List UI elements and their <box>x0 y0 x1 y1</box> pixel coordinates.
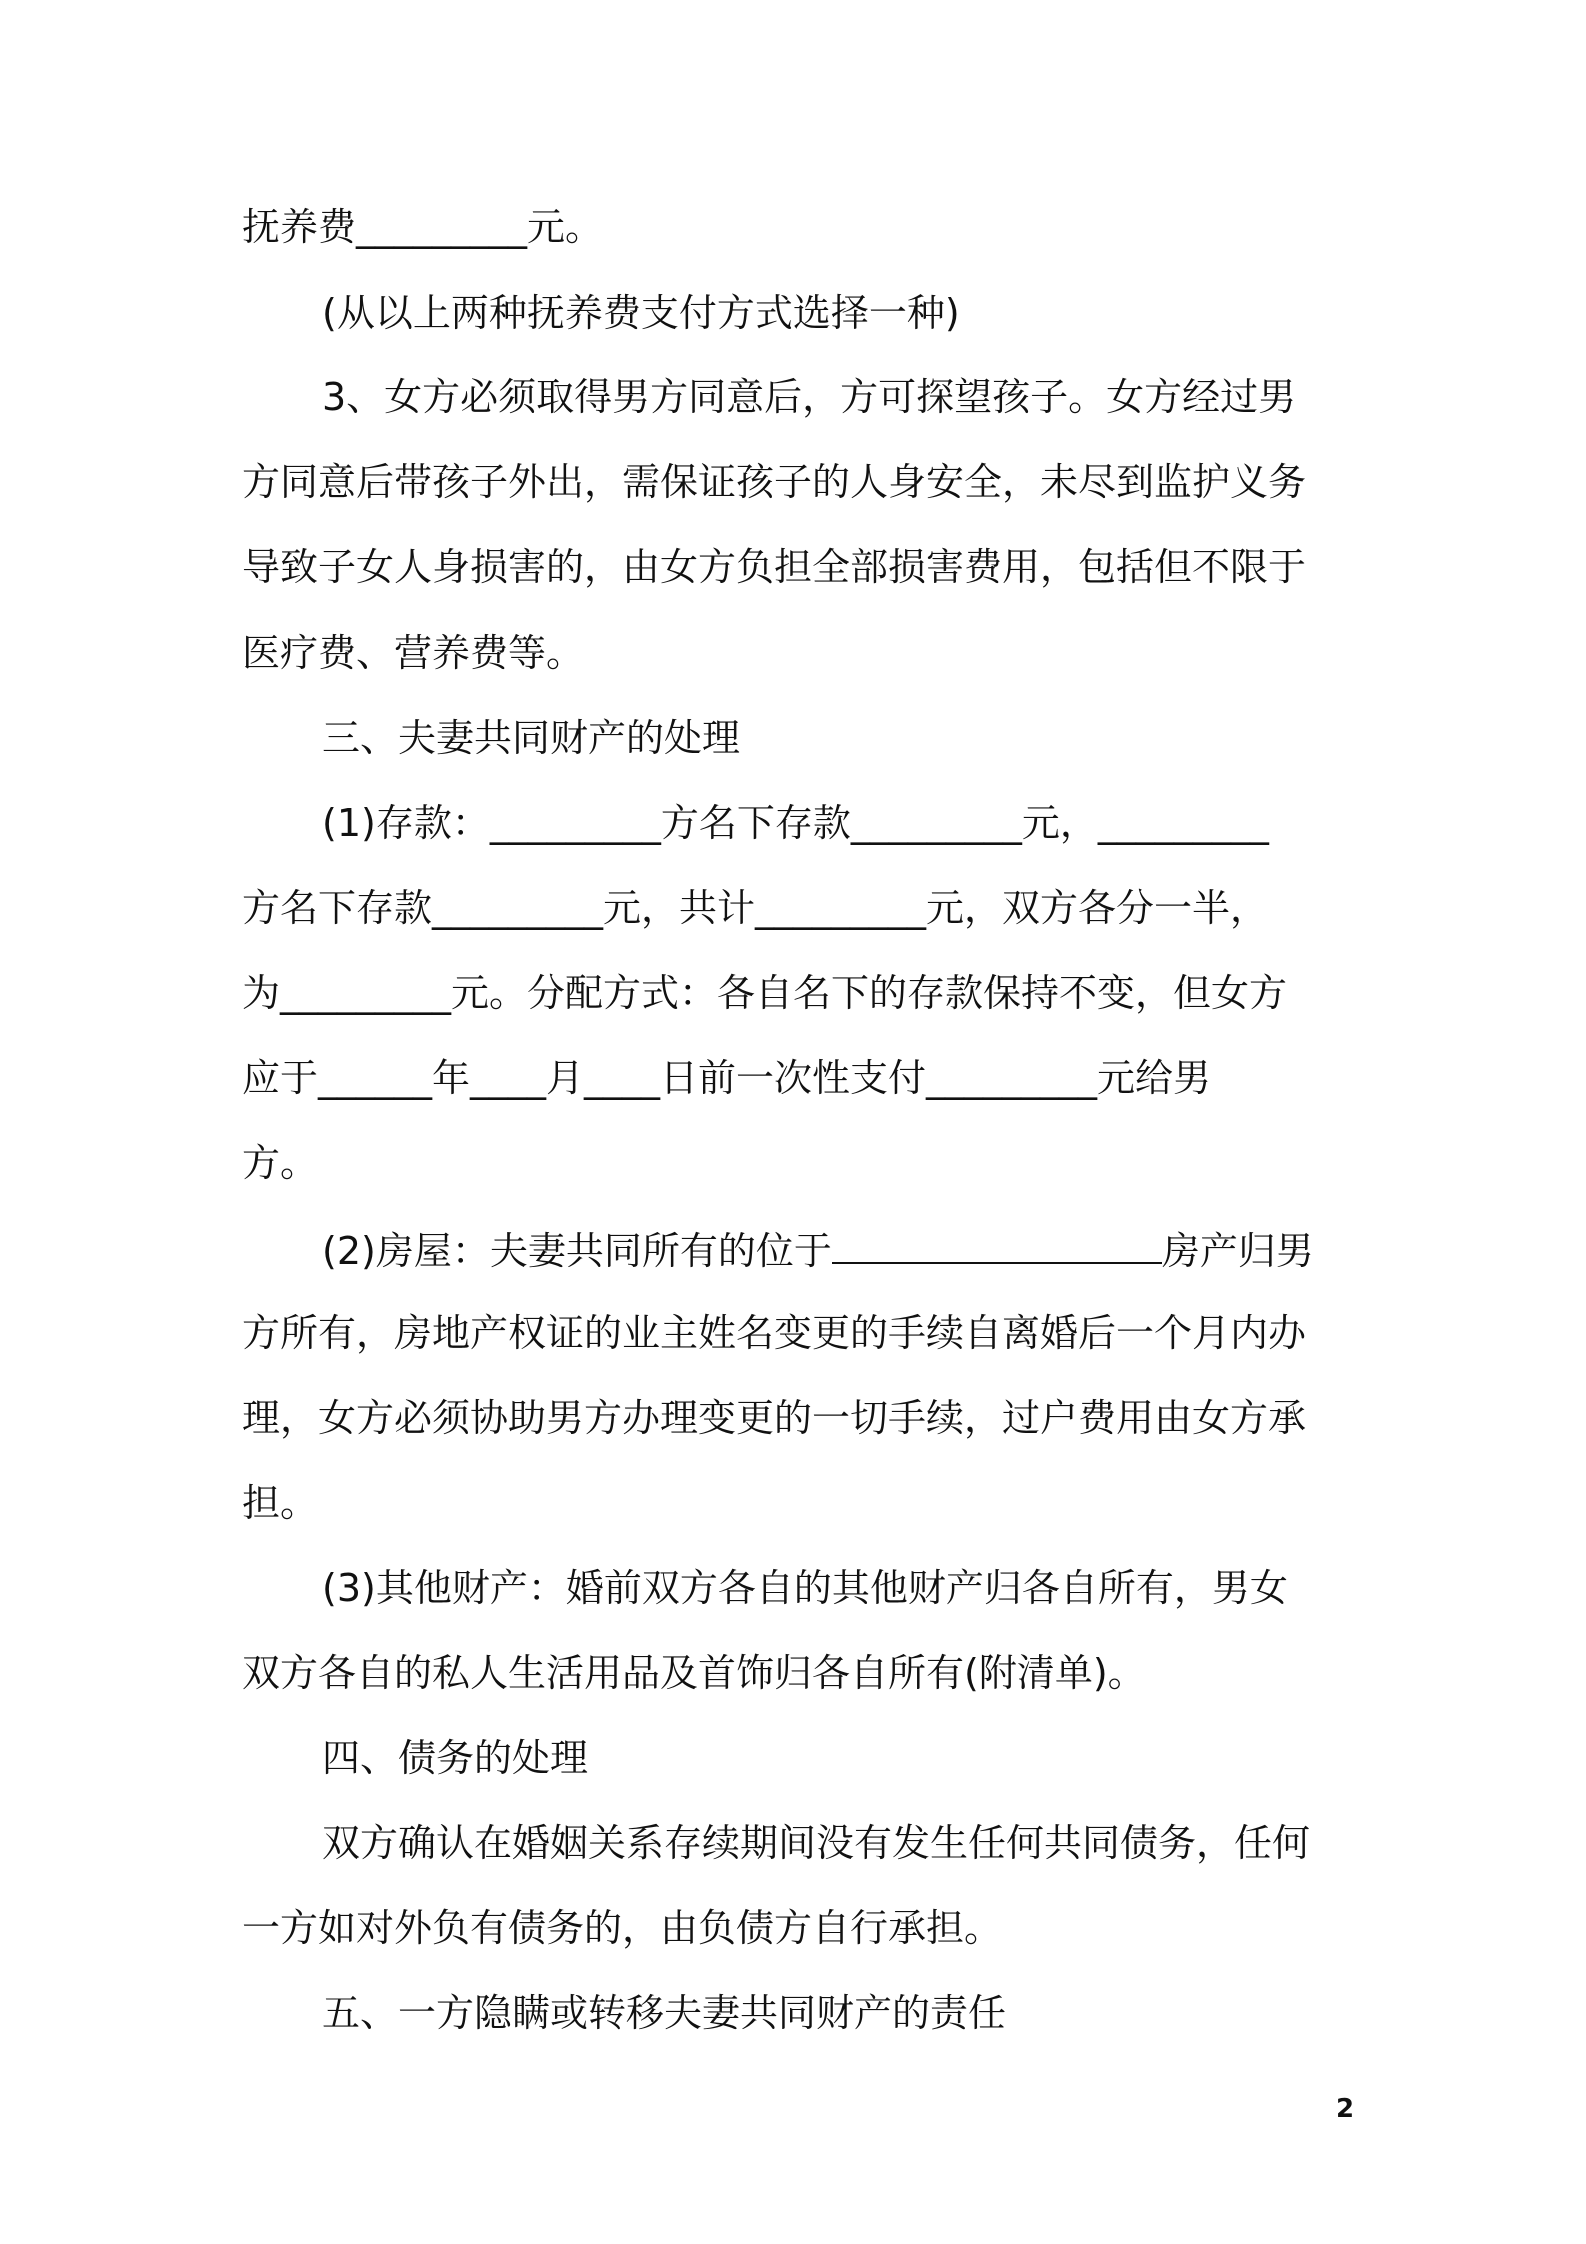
text-line: 方同意后带孩子外出，需保证孩子的人身安全，未尽到监护义务 <box>242 460 1307 504</box>
text-line: 3、女方必须取得男方同意后，方可探望孩子。女方经过男 <box>322 375 1297 419</box>
text-line: 抚养费_________元。 <box>242 205 604 249</box>
text-line: (3)其他财产：婚前双方各自的其他财产归各自所有，男女 <box>322 1566 1288 1610</box>
text-line: 导致子女人身损害的，由女方负担全部损害费用，包括但不限于 <box>242 545 1307 589</box>
text-line: 应于______年____月____日前一次性支付_________元给男 <box>242 1056 1212 1100</box>
text-line: (1)存款：_________方名下存款_________元，_________ <box>322 801 1269 845</box>
address-blank <box>832 1224 1162 1264</box>
text-line: 为_________元。分配方式：各自名下的存款保持不变，但女方 <box>242 971 1288 1015</box>
text-line: 方。 <box>242 1141 319 1185</box>
house-line-start: (2)房屋：夫妻共同所有的位于 <box>322 1229 832 1273</box>
house-line-end: 房产归男 <box>1161 1229 1314 1273</box>
section-heading: 五、一方隐瞒或转移夫妻共同财产的责任 <box>322 1991 1007 2035</box>
text-line: 理，女方必须协助男方办理变更的一切手续，过户费用由女方承 <box>242 1396 1307 1440</box>
house-line <box>322 1224 1314 1272</box>
text-line: 双方各自的私人生活用品及首饰归各自所有(附清单)。 <box>242 1651 1146 1695</box>
text-line: 双方确认在婚姻关系存续期间没有发生任何共同债务，任何 <box>322 1821 1311 1865</box>
text-line: 方名下存款_________元，共计_________元，双方各分一半， <box>242 886 1269 930</box>
section-heading: 四、债务的处理 <box>322 1736 589 1780</box>
section-heading: 三、夫妻共同财产的处理 <box>322 716 741 760</box>
page-number: 2 <box>1336 2094 1355 2124</box>
text-line: 一方如对外负有债务的，由负债方自行承担。 <box>242 1906 1003 1950</box>
text-line: 方所有，房地产权证的业主姓名变更的手续自离婚后一个月内办 <box>242 1311 1307 1355</box>
text-line: 医疗费、营养费等。 <box>242 631 585 675</box>
text-line: (从以上两种抚养费支付方式选择一种) <box>322 291 960 335</box>
text-line: 担。 <box>242 1481 319 1525</box>
